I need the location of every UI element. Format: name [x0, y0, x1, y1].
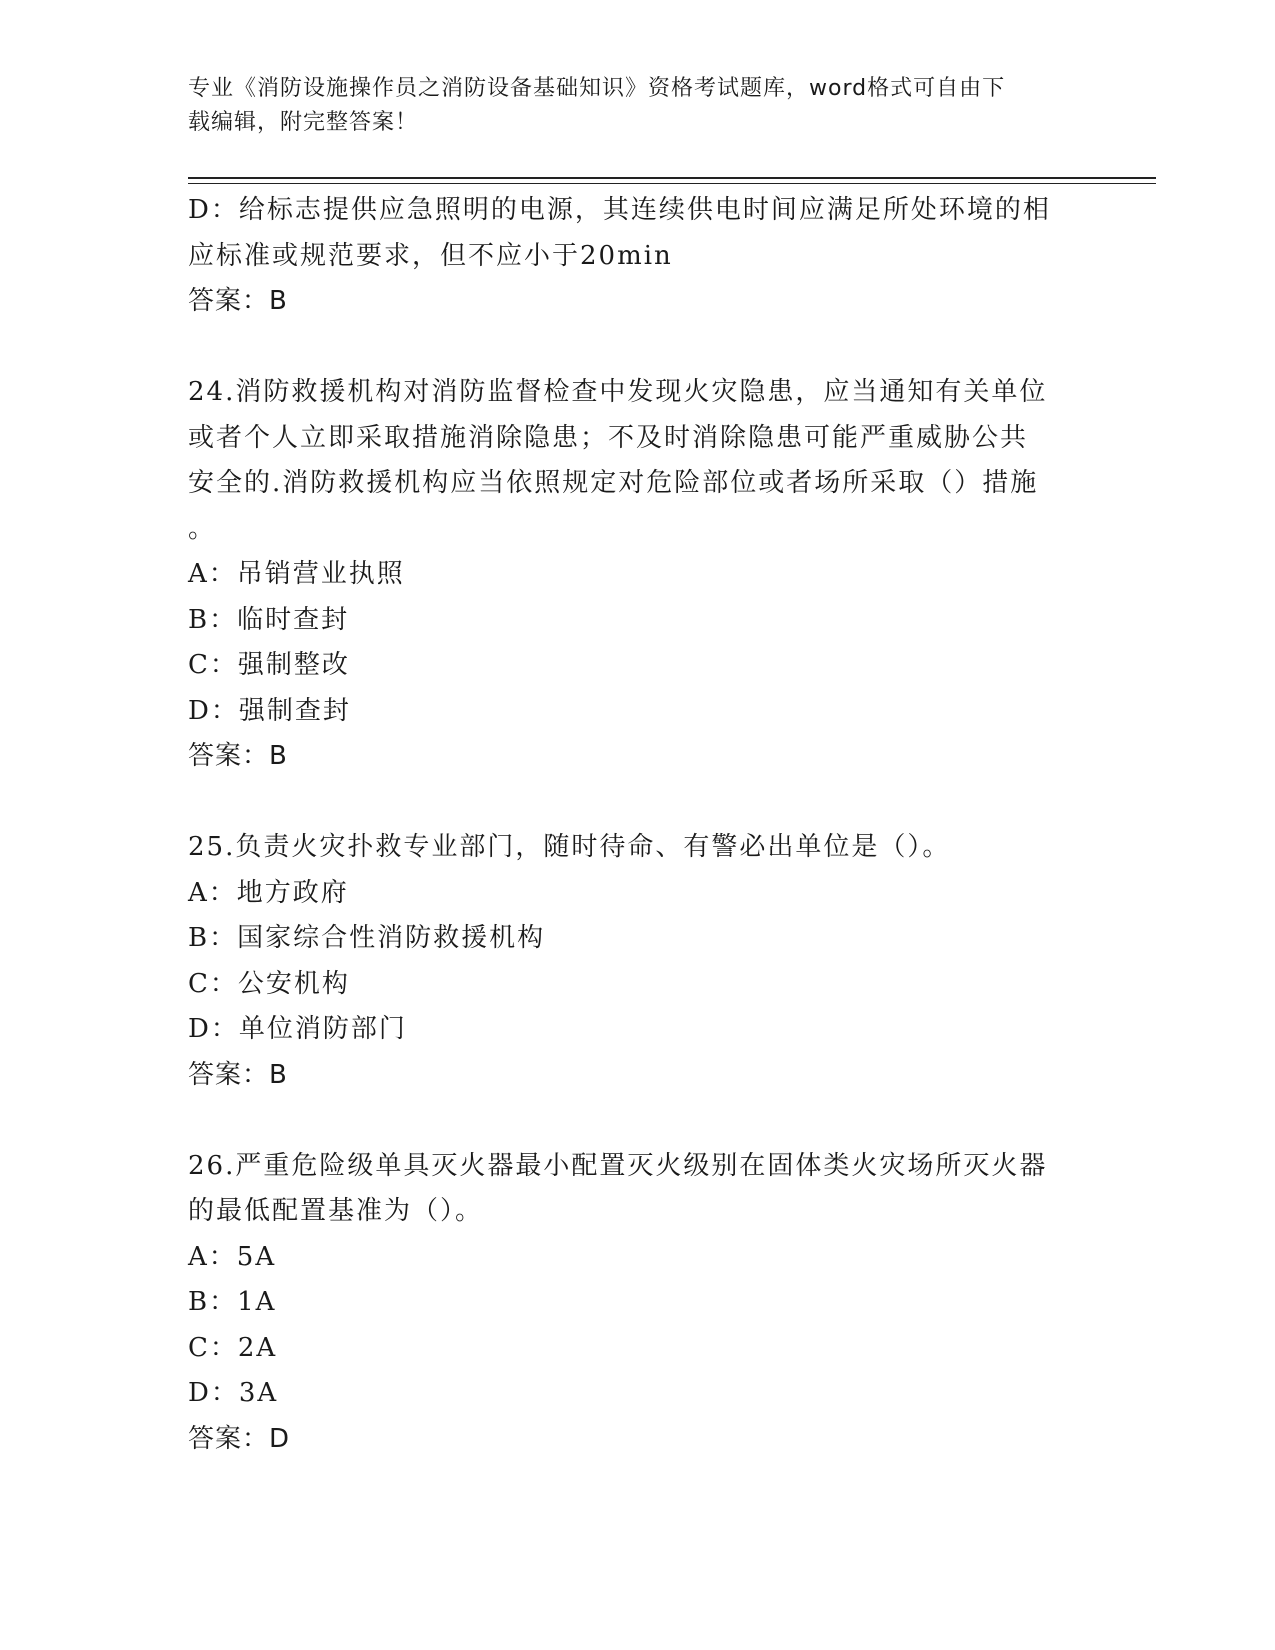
- question-24-stem-4: 。: [188, 513, 217, 544]
- document-header: [188, 72, 1088, 140]
- spacer: [188, 1098, 1088, 1144]
- question-24-option-c: C：强制整改: [188, 650, 350, 680]
- header-divider-thin: [188, 183, 1156, 184]
- answer-26: 答案：D: [188, 1423, 291, 1454]
- question-24: [188, 370, 1088, 780]
- question-26-option-c: C：2A: [188, 1332, 278, 1363]
- header-divider: [188, 177, 1156, 179]
- question-content: [188, 188, 1088, 1462]
- question-26: [188, 1144, 1088, 1463]
- header-line-1: 专业《消防设施操作员之消防设备基础知识》资格考试题库，word格式可自由下: [188, 76, 1006, 101]
- question-25-option-d: D：单位消防部门: [188, 1014, 407, 1044]
- question-25-stem-1: 25.负责火灾扑救专业部门，随时待命、有警必出单位是（）。: [188, 832, 951, 862]
- question-24-option-a: A：吊销营业执照: [188, 559, 405, 589]
- spacer: [188, 325, 1088, 371]
- question-26-stem-2: 的最低配置基准为（）。: [188, 1196, 484, 1226]
- question-25-option-a: A：地方政府: [188, 877, 349, 908]
- question-24-stem-3: 安全的.消防救援机构应当依照规定对危险部位或者场所采取（）措施: [188, 468, 1039, 498]
- answer-23: 答案：B: [188, 286, 288, 316]
- question-26-option-a: A：5A: [188, 1241, 277, 1272]
- question-26-stem-1: 26.严重危险级单具灭火器最小配置灭火级别在固体类火灾场所灭火器: [188, 1150, 1048, 1181]
- spacer: [188, 780, 1088, 826]
- question-23-tail: [188, 188, 1088, 325]
- answer-24: 答案：B: [188, 741, 288, 771]
- question-25-option-c: C：公安机构: [188, 968, 350, 999]
- question-25-option-b: B：国家综合性消防救援机构: [188, 923, 546, 953]
- option-d-line-1: D：给标志提供应急照明的电源，其连续供电时间应满足所处环境的相: [188, 195, 1051, 225]
- question-25: [188, 825, 1088, 1098]
- question-24-option-b: B：临时查封: [188, 604, 350, 635]
- question-26-option-b: B：1A: [188, 1287, 277, 1317]
- answer-25: 答案：B: [188, 1059, 288, 1090]
- question-24-stem-1: 24.消防救援机构对消防监督检查中发现火灾隐患，应当通知有关单位: [188, 377, 1048, 407]
- question-24-stem-2: 或者个人立即采取措施消除隐患；不及时消除隐患可能严重威胁公共: [188, 422, 1029, 453]
- question-26-option-d: D：3A: [188, 1378, 279, 1408]
- question-24-option-d: D：强制查封: [188, 695, 351, 726]
- option-d-line-2: 应标准或规范要求，但不应小于20min: [188, 240, 673, 271]
- header-line-2: 载编辑，附完整答案！: [188, 110, 419, 135]
